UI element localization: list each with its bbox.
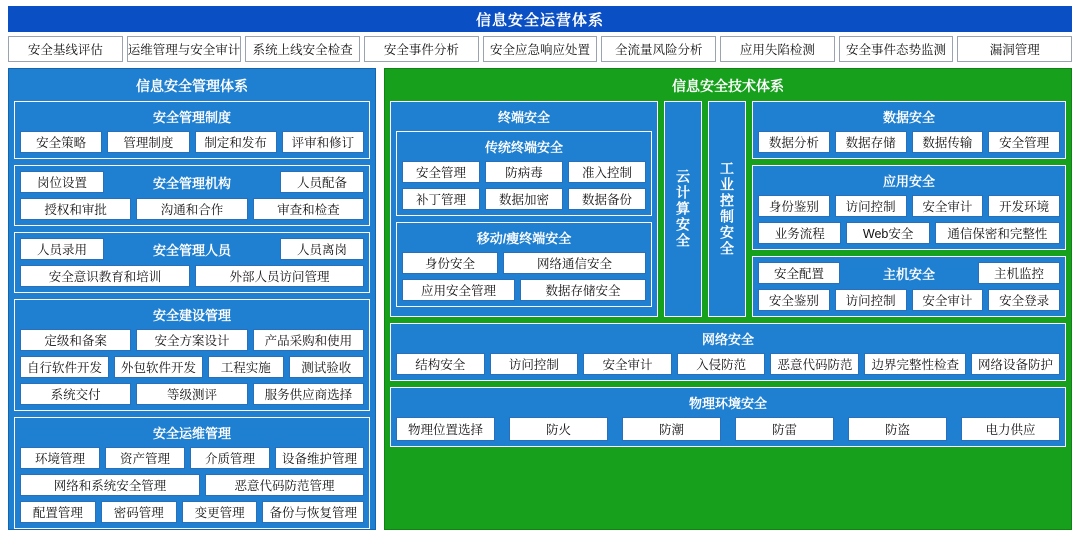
item-fire-protection[interactable]: 防火 xyxy=(509,417,608,441)
item-secure-login[interactable]: 安全登录 xyxy=(988,289,1060,311)
item-grade-evaluation[interactable]: 等级测评 xyxy=(136,383,247,405)
item-power-supply[interactable]: 电力供应 xyxy=(961,417,1060,441)
row xyxy=(402,161,646,183)
tab-security-baseline[interactable]: 安全基线评估 xyxy=(8,36,123,62)
item-device-maintenance-mgmt[interactable]: 设备维护管理 xyxy=(275,447,364,469)
item-product-procurement[interactable]: 产品采购和使用 xyxy=(253,329,364,351)
group-mobile-thin-terminal xyxy=(396,222,652,307)
vertical-labels xyxy=(664,101,746,317)
row xyxy=(20,501,364,523)
item-security-strategy[interactable]: 安全策略 xyxy=(20,131,102,153)
group-title: 应用安全 xyxy=(882,174,935,189)
item-boundary-integrity-check[interactable]: 边界完整性检查 xyxy=(864,353,966,375)
technical-top-section xyxy=(390,101,1066,317)
item-authorization-approval[interactable]: 授权和审批 xyxy=(20,198,131,220)
item-data-storage[interactable]: 数据存储 xyxy=(835,131,907,153)
item-system-delivery[interactable]: 系统交付 xyxy=(20,383,131,405)
group-security-org xyxy=(14,165,370,226)
row xyxy=(396,353,1060,375)
row xyxy=(20,447,364,469)
main-columns xyxy=(8,68,1072,530)
item-dev-environment[interactable]: 开发环境 xyxy=(988,195,1060,217)
technical-system-panel xyxy=(384,68,1072,530)
item-staffing[interactable]: 人员配备 xyxy=(280,171,364,193)
row xyxy=(20,131,364,153)
group-security-personnel xyxy=(14,232,370,293)
item-password-mgmt[interactable]: 密码管理 xyxy=(101,501,177,523)
row xyxy=(402,279,646,301)
group-title: 传统终端安全 xyxy=(484,140,563,155)
item-antivirus[interactable]: 防病毒 xyxy=(485,161,563,183)
item-identity-security[interactable]: 身份安全 xyxy=(402,252,498,274)
technical-system-title: 信息安全技术体系 xyxy=(672,78,784,94)
row xyxy=(20,238,364,260)
item-app-security-audit[interactable]: 安全审计 xyxy=(912,195,984,217)
item-supplier-selection[interactable]: 服务供应商选择 xyxy=(253,383,364,405)
item-app-access-control[interactable]: 访问控制 xyxy=(835,195,907,217)
item-lightning-protection[interactable]: 防雷 xyxy=(735,417,834,441)
item-theft-protection[interactable]: 防盗 xyxy=(848,417,947,441)
row xyxy=(20,198,364,220)
item-backup-recovery-mgmt[interactable]: 备份与恢复管理 xyxy=(262,501,364,523)
item-environment-mgmt[interactable]: 环境管理 xyxy=(20,447,100,469)
item-malicious-code-mgmt[interactable]: 恶意代码防范管理 xyxy=(205,474,364,496)
item-data-transmission[interactable]: 数据传输 xyxy=(912,131,984,153)
row xyxy=(20,171,364,193)
row xyxy=(758,289,1060,311)
item-network-system-security-mgmt[interactable]: 网络和系统安全管理 xyxy=(20,474,200,496)
item-physical-location[interactable]: 物理位置选择 xyxy=(396,417,495,441)
item-management-system[interactable]: 管理制度 xyxy=(107,131,189,153)
group-title: 移动/瘦终端安全 xyxy=(476,231,572,246)
top-tab-bar xyxy=(8,36,1072,62)
group-title: 安全建设管理 xyxy=(152,308,231,323)
group-physical-environment-security xyxy=(390,387,1066,447)
item-awareness-training[interactable]: 安全意识教育和培训 xyxy=(20,265,190,287)
item-terminal-security-mgmt[interactable]: 安全管理 xyxy=(402,161,480,183)
item-app-identity-auth[interactable]: 身份鉴别 xyxy=(758,195,830,217)
group-data-security xyxy=(752,101,1066,159)
item-web-security[interactable]: Web安全 xyxy=(846,222,929,244)
item-access-admission-control[interactable]: 准入控制 xyxy=(568,161,646,183)
item-host-security-audit[interactable]: 安全审计 xyxy=(912,289,984,311)
group-title: 主机安全 xyxy=(882,266,935,282)
item-post-setting[interactable]: 岗位设置 xyxy=(20,171,104,193)
group-traditional-terminal xyxy=(396,131,652,216)
item-security-scheme-design[interactable]: 安全方案设计 xyxy=(136,329,247,351)
group-host-security xyxy=(752,256,1066,317)
row xyxy=(758,222,1060,244)
row xyxy=(20,383,364,405)
row xyxy=(758,195,1060,217)
group-title: 安全管理机构 xyxy=(152,175,231,191)
tab-incident-analysis[interactable]: 安全事件分析 xyxy=(364,36,479,62)
item-config-mgmt[interactable]: 配置管理 xyxy=(20,501,96,523)
item-net-access-control[interactable]: 访问控制 xyxy=(490,353,579,375)
item-grading-filing[interactable]: 定级和备案 xyxy=(20,329,131,351)
item-review-revise[interactable]: 评审和修订 xyxy=(282,131,364,153)
item-outsourced-software[interactable]: 外包软件开发 xyxy=(114,356,203,378)
row xyxy=(20,356,364,378)
item-patch-mgmt[interactable]: 补丁管理 xyxy=(402,188,480,210)
page-title: 信息安全运营体系 xyxy=(8,6,1072,32)
item-network-comm-security[interactable]: 网络通信安全 xyxy=(503,252,646,274)
row xyxy=(396,417,1060,441)
row xyxy=(402,188,646,210)
tab-ops-audit[interactable]: 运维管理与安全审计 xyxy=(127,36,242,62)
tab-situation-monitor[interactable]: 安全事件态势监测 xyxy=(839,36,954,62)
item-self-developed-software[interactable]: 自行软件开发 xyxy=(20,356,109,378)
tab-golive-check[interactable]: 系统上线安全检查 xyxy=(245,36,360,62)
item-change-mgmt[interactable]: 变更管理 xyxy=(182,501,258,523)
item-app-security-mgmt[interactable]: 应用安全管理 xyxy=(402,279,515,301)
item-personnel-departure[interactable]: 人员离岗 xyxy=(280,238,364,260)
item-data-security-mgmt[interactable]: 安全管理 xyxy=(988,131,1060,153)
tab-app-compromise[interactable]: 应用失陷检测 xyxy=(720,36,835,62)
label-cloud-computing-security[interactable]: 云计算安全 xyxy=(664,101,702,317)
row xyxy=(402,252,646,274)
group-title: 安全管理制度 xyxy=(152,110,231,125)
row xyxy=(20,474,364,496)
tab-vulnerability-mgmt[interactable]: 漏洞管理 xyxy=(957,36,1072,62)
item-comm-confidentiality-integrity[interactable]: 通信保密和完整性 xyxy=(935,222,1060,244)
group-title: 终端安全 xyxy=(497,110,550,125)
item-security-configuration[interactable]: 安全配置 xyxy=(758,262,840,284)
item-network-device-protection[interactable]: 网络设备防护 xyxy=(971,353,1060,375)
item-communication-cooperation[interactable]: 沟通和合作 xyxy=(136,198,247,220)
row xyxy=(20,265,364,287)
item-host-monitoring[interactable]: 主机监控 xyxy=(978,262,1060,284)
management-system-panel xyxy=(8,68,376,530)
item-host-access-control[interactable]: 访问控制 xyxy=(835,289,907,311)
row xyxy=(758,131,1060,153)
item-external-visitor-mgmt[interactable]: 外部人员访问管理 xyxy=(195,265,364,287)
group-security-policy-system xyxy=(14,101,370,159)
item-formulate-publish[interactable]: 制定和发布 xyxy=(195,131,277,153)
row xyxy=(20,329,364,351)
group-title: 数据安全 xyxy=(882,110,935,125)
label-industrial-control-security[interactable]: 工业控制安全 xyxy=(708,101,746,317)
item-asset-mgmt[interactable]: 资产管理 xyxy=(105,447,185,469)
group-security-operations xyxy=(14,417,370,529)
group-application-security xyxy=(752,165,1066,250)
tab-emergency-response[interactable]: 安全应急响应处置 xyxy=(483,36,598,62)
item-structure-security[interactable]: 结构安全 xyxy=(396,353,485,375)
item-media-mgmt[interactable]: 介质管理 xyxy=(190,447,270,469)
row xyxy=(758,262,1060,284)
item-data-encryption[interactable]: 数据加密 xyxy=(485,188,563,210)
item-engineering-implementation[interactable]: 工程实施 xyxy=(208,356,283,378)
item-review-inspection[interactable]: 审查和检查 xyxy=(253,198,364,220)
right-stack xyxy=(752,101,1066,317)
item-moisture-protection[interactable]: 防潮 xyxy=(622,417,721,441)
group-title: 安全管理人员 xyxy=(152,242,231,258)
item-host-identity-auth[interactable]: 安全鉴别 xyxy=(758,289,830,311)
item-data-storage-security[interactable]: 数据存储安全 xyxy=(520,279,646,301)
item-data-backup[interactable]: 数据备份 xyxy=(568,188,646,210)
item-business-process[interactable]: 业务流程 xyxy=(758,222,841,244)
group-title: 网络安全 xyxy=(701,332,754,347)
tab-traffic-risk[interactable]: 全流量风险分析 xyxy=(601,36,716,62)
item-net-security-audit[interactable]: 安全审计 xyxy=(583,353,672,375)
item-data-analysis[interactable]: 数据分析 xyxy=(758,131,830,153)
item-malicious-code-prevention[interactable]: 恶意代码防范 xyxy=(770,353,859,375)
management-system-title: 信息安全管理体系 xyxy=(136,78,248,94)
group-security-construction xyxy=(14,299,370,411)
item-personnel-hiring[interactable]: 人员录用 xyxy=(20,238,104,260)
item-intrusion-prevention[interactable]: 入侵防范 xyxy=(677,353,766,375)
group-title: 物理环境安全 xyxy=(688,396,767,411)
group-title: 安全运维管理 xyxy=(152,426,231,441)
group-terminal-security xyxy=(390,101,658,317)
item-test-acceptance[interactable]: 测试验收 xyxy=(289,356,364,378)
group-network-security xyxy=(390,323,1066,381)
